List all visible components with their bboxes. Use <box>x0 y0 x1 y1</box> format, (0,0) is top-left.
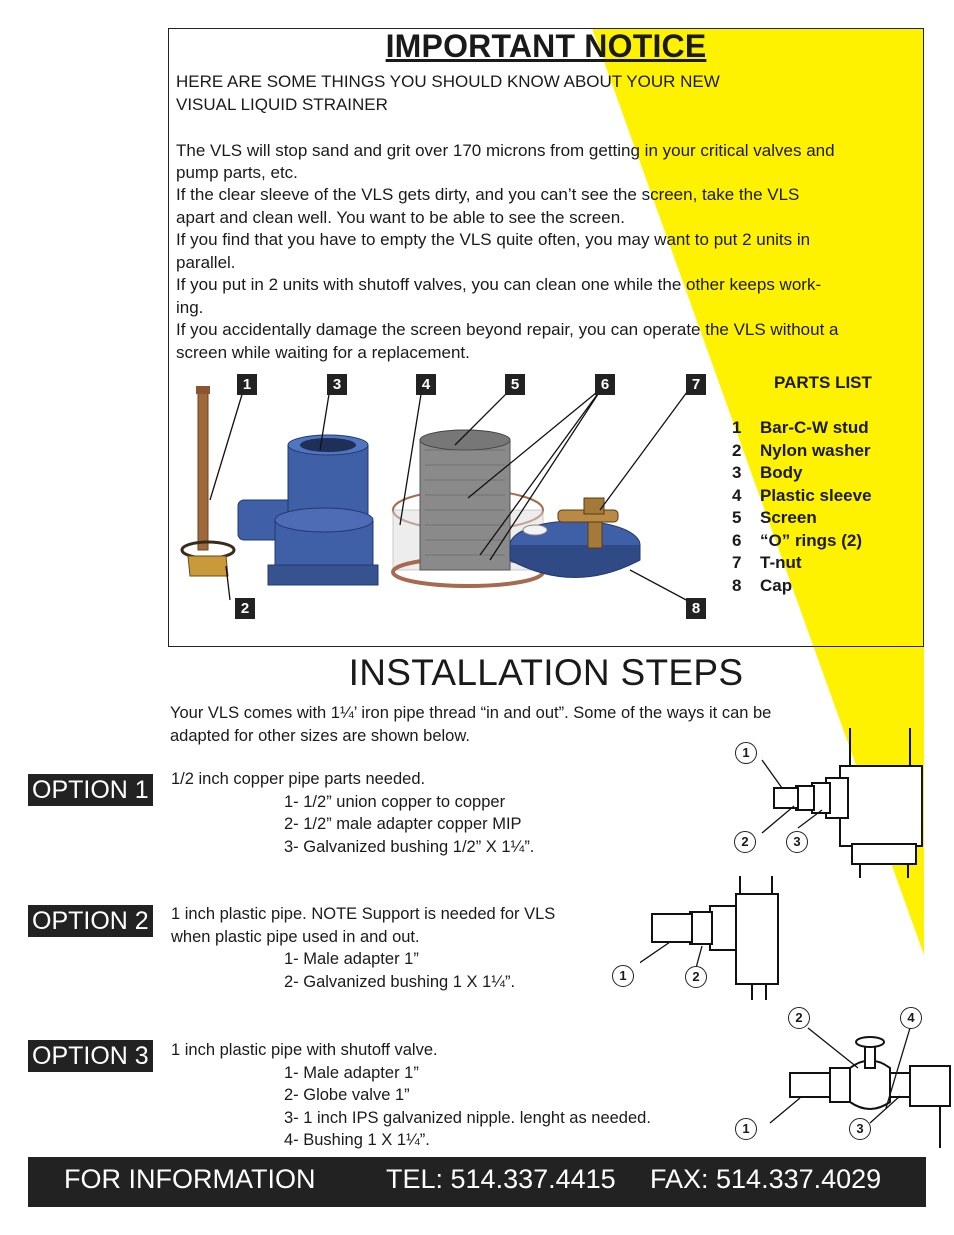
option-1-label: OPTION 1 <box>28 774 153 806</box>
notice-intro-line2: VISUAL LIQUID STRAINER <box>176 95 388 114</box>
option-item: 2- Globe valve 1” <box>284 1086 410 1104</box>
option-item: 2- Galvanized bushing 1 X 1¼”. <box>284 972 516 991</box>
callout-4: 4 <box>416 374 436 395</box>
notice-line: If you put in 2 units with shutoff valves, you can clean one while the other keeps work- <box>176 275 822 294</box>
option-3-label: OPTION 3 <box>28 1040 153 1072</box>
notice-line: pump parts, etc. <box>176 163 298 182</box>
footer-label: FOR INFORMATION <box>64 1164 316 1194</box>
option-item: 1- 1/2” union copper to copper <box>284 792 506 811</box>
option-3-callout: 2 <box>788 1007 810 1029</box>
option-1-callout: 3 <box>786 831 808 853</box>
parts-list-item: 5 Screen <box>732 508 817 527</box>
callout-7: 7 <box>686 374 706 395</box>
option-1-callout: 2 <box>734 831 756 853</box>
notice-title: IMPORTANT NOTICE <box>385 28 707 64</box>
contact-footer <box>28 1157 926 1207</box>
option-2-text <box>171 903 555 993</box>
notice-line: parallel. <box>176 253 236 272</box>
parts-list-title: PARTS LIST <box>774 373 872 392</box>
option-line: 1 inch plastic pipe with shutoff valve. <box>171 1041 438 1059</box>
option-3-callout: 4 <box>900 1007 922 1029</box>
option-3-callout: 1 <box>735 1118 757 1140</box>
notice-line: The VLS will stop sand and grit over 170 microns from getting in your critical valves and <box>176 141 835 160</box>
callout-8: 8 <box>686 598 706 619</box>
notice-line: ing. <box>176 298 204 317</box>
option-item: 3- 1 inch IPS galvanized nipple. lenght as needed. <box>284 1108 651 1127</box>
option-2-drawing <box>640 876 780 1006</box>
parts-list-item: 8 Cap <box>732 575 793 595</box>
option-1-callout: 1 <box>735 742 757 764</box>
notice-line: If the clear sleeve of the VLS gets dirty, and you can’t see the screen, take the VLS <box>176 185 800 204</box>
option-line: 1/2 inch copper pipe parts needed. <box>171 770 426 788</box>
option-item: 4- Bushing 1 X 1¼”. <box>284 1131 430 1149</box>
parts-list-item: 7 T-nut <box>732 553 802 572</box>
option-2-callout: 1 <box>612 965 634 987</box>
parts-list-item: 6 “O” rings (2) <box>732 530 863 550</box>
option-2-callout: 2 <box>685 966 707 988</box>
callout-5: 5 <box>505 374 525 395</box>
callout-2: 2 <box>235 598 255 619</box>
parts-list-item: 3 Body <box>732 463 803 482</box>
notice-intro-line1: HERE ARE SOME THINGS YOU SHOULD KNOW ABOUT YOUR NEW <box>176 72 720 91</box>
option-line: when plastic pipe used in and out. <box>171 927 420 946</box>
callout-3: 3 <box>327 374 347 395</box>
notice-line: If you find that you have to empty the VLS quite often, you may want to put 2 units in <box>176 230 811 249</box>
footer-tel: TEL: 514.337.4415 <box>386 1164 616 1194</box>
option-2-label: OPTION 2 <box>28 905 153 937</box>
notice-line: apart and clean well. You want to be able to see the screen. <box>176 208 625 227</box>
option-3-text <box>171 1039 651 1152</box>
option-item: 3- Galvanized bushing 1/2” X 1¼”. <box>284 837 535 856</box>
callout-1: 1 <box>237 374 257 395</box>
option-item: 1- Male adapter 1” <box>284 950 419 968</box>
parts-list-item: 1 Bar-C-W stud <box>732 418 869 437</box>
parts-photo <box>170 370 730 620</box>
callout-6: 6 <box>595 374 615 395</box>
option-3-callout: 3 <box>849 1118 871 1140</box>
option-line: 1 inch plastic pipe. NOTE Support is needed for VLS <box>171 905 556 923</box>
parts-list <box>732 417 872 597</box>
notice-line: If you accidentally damage the screen beyond repair, you can operate the VLS without a <box>176 320 839 339</box>
option-1-drawing <box>760 728 954 883</box>
parts-list-item: 2 Nylon washer <box>732 440 871 460</box>
option-item: 2- 1/2” male adapter copper MIP <box>284 815 522 833</box>
footer-fax: FAX: 514.337.4029 <box>650 1164 882 1194</box>
parts-list-item: 4 Plastic sleeve <box>732 485 872 505</box>
installation-intro-line2: adapted for other sizes are shown below. <box>170 726 470 745</box>
installation-title: INSTALLATION STEPS <box>348 652 744 693</box>
notice-line: screen while waiting for a replacement. <box>176 343 470 362</box>
option-1-text <box>171 768 534 858</box>
installation-intro-line1: Your VLS comes with 1¼’ iron pipe thread “in and out”. Some of the ways it can be <box>170 704 772 722</box>
option-item: 1- Male adapter 1” <box>284 1063 419 1082</box>
